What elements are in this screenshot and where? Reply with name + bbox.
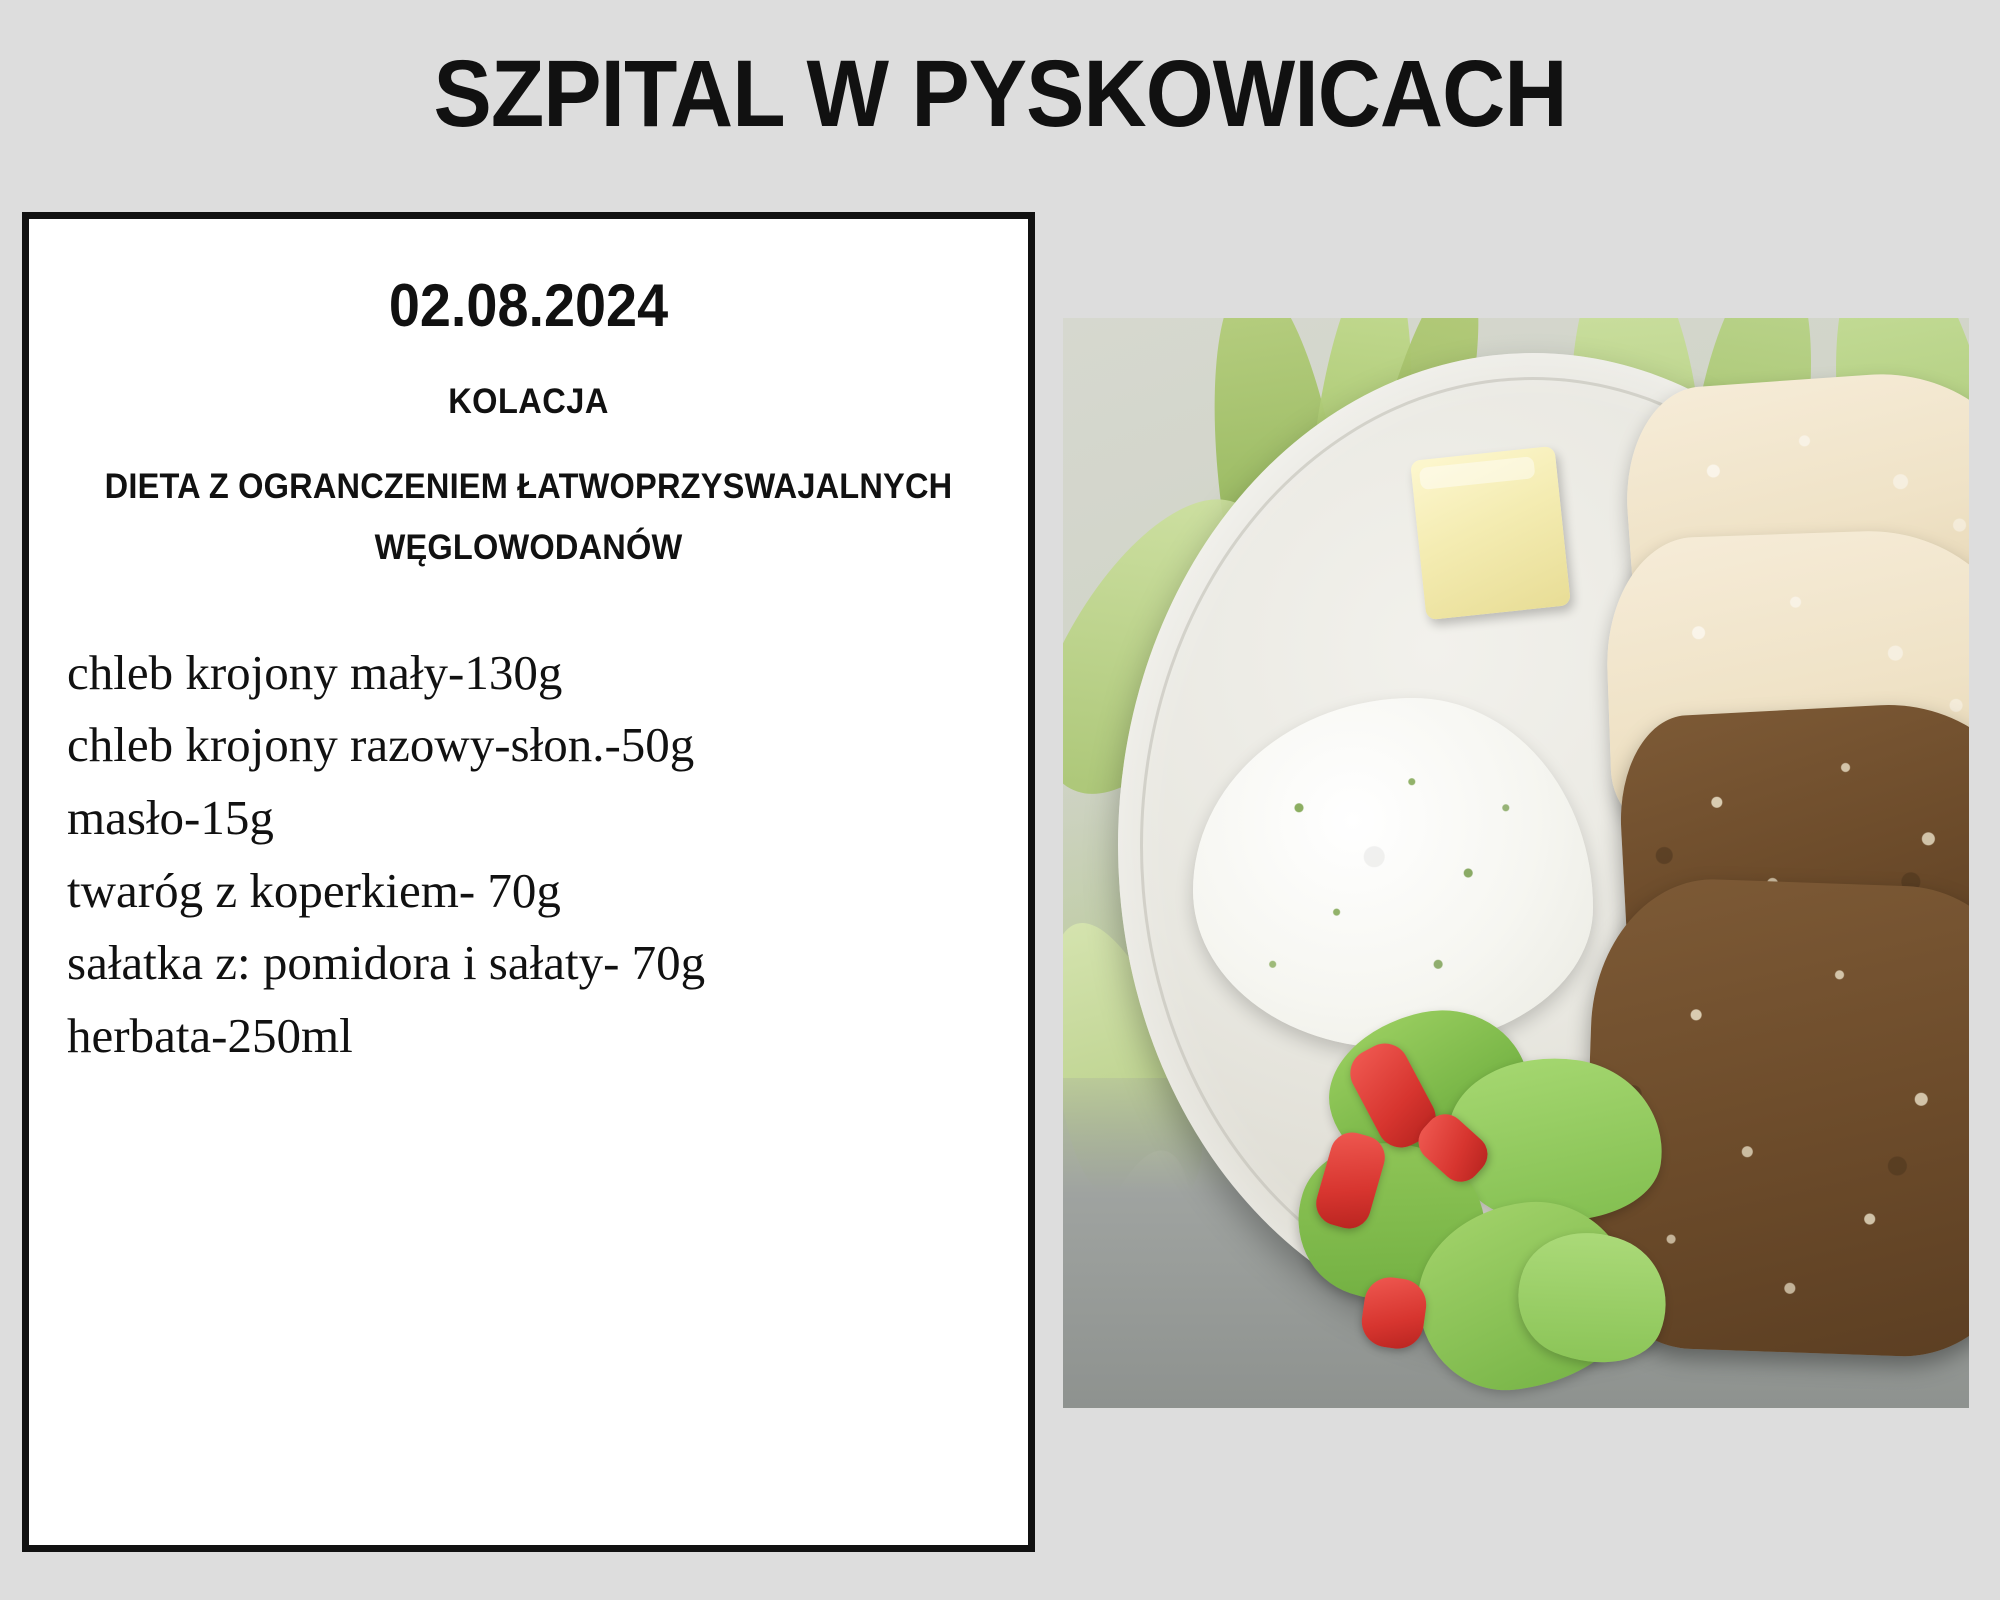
list-item: masło-15g xyxy=(67,789,274,845)
menu-card xyxy=(22,212,1035,1552)
menu-diet-line-1: DIETA Z OGRANCZENIEM ŁATWOPRZYSWAJALNYCH xyxy=(104,467,953,506)
list-item: twaróg z koperkiem- 70g xyxy=(67,862,561,918)
plate xyxy=(1118,353,1948,1338)
menu-items-list xyxy=(29,641,1028,1077)
list-item: herbata-250ml xyxy=(67,1007,353,1063)
page-title: SZPITAL W PYSKOWICACH xyxy=(433,41,1567,147)
menu-date: 02.08.2024 xyxy=(388,272,669,339)
meal-photo xyxy=(1063,318,1969,1408)
list-item: chleb krojony mały-130g xyxy=(67,644,563,700)
list-item: sałatka z: pomidora i sałaty- 70g xyxy=(67,935,706,991)
list-item: chleb krojony razowy-słon.-50g xyxy=(67,717,695,773)
menu-meal-type: KOLACJA xyxy=(448,382,609,421)
butter-portion xyxy=(1410,446,1571,620)
tomato-lettuce-salad xyxy=(1268,1003,1688,1403)
menu-diet-line-2: WĘGLOWODANÓW xyxy=(374,528,683,568)
menu-diet-name xyxy=(64,456,993,579)
